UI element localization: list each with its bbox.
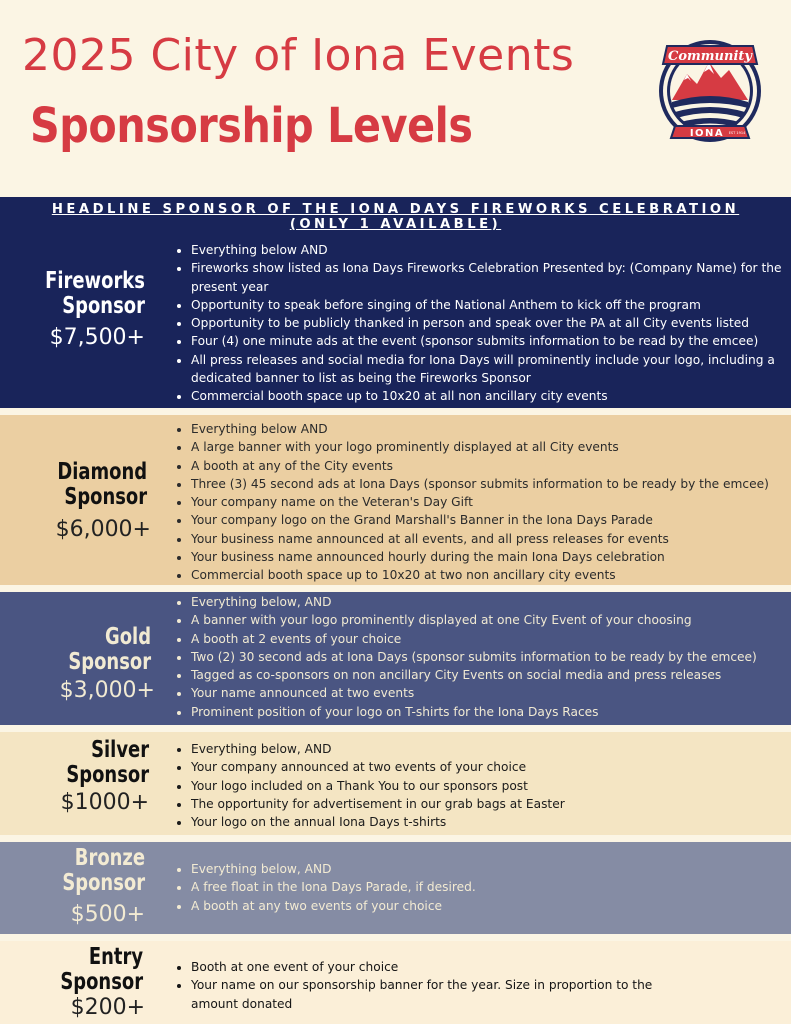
tier-name-line-2: Sponsor	[62, 293, 145, 319]
logo-bottom-text: IONA	[689, 128, 725, 139]
benefit-item: • A booth at any of the City events	[191, 457, 791, 475]
tier-name-line-1: Entry	[88, 944, 143, 970]
tier-name-line-1: Silver	[91, 737, 149, 763]
benefit-item: • Everything below AND	[191, 420, 791, 438]
benefit-item: • Commercial booth space up to 10x20 at two non ancillary city events	[191, 566, 791, 584]
tier-price: $500+	[70, 902, 145, 927]
gold-sponsor-section	[0, 592, 791, 725]
tier-price: $6,000+	[55, 517, 151, 542]
silver-benefit-list	[175, 740, 791, 831]
tier-name-line-2: Sponsor	[66, 762, 149, 788]
tier-name-line-1: Fireworks	[45, 268, 145, 294]
headline-sponsor-banner	[0, 202, 791, 232]
tier-name	[60, 945, 143, 995]
benefit-item: • Your company logo on the Grand Marshall's Banner in the Iona Days Parade	[191, 511, 791, 529]
page-subtitle: Sponsorship Levels	[30, 98, 473, 154]
tier-name	[57, 460, 147, 510]
benefit-item: • Your name on our sponsorship banner for the year. Size in proportion to the amount donated	[191, 976, 671, 1013]
benefit-item: • Two (2) 30 second ads at Iona Days (sponsor submits information to be ready by the emcee)	[191, 648, 791, 666]
diamond-benefit-list	[175, 420, 791, 585]
tier-price: $1000+	[60, 790, 149, 815]
bronze-sponsor-section	[0, 842, 791, 934]
tier-name-line-2: Sponsor	[62, 870, 145, 896]
tier-name-line-2: Sponsor	[68, 649, 151, 675]
entry-benefit-list	[175, 958, 671, 1013]
tier-name-line-1: Gold	[104, 624, 151, 650]
benefit-item: • A booth at 2 events of your choice	[191, 630, 791, 648]
tier-name-line-2: Sponsor	[64, 484, 147, 510]
tier-name-line-2: Sponsor	[60, 969, 143, 995]
benefit-item: • A free float in the Iona Days Parade, if desired.	[191, 878, 791, 896]
page-header	[0, 0, 791, 196]
page-title: 2025 City of Iona Events	[22, 30, 575, 81]
tier-name	[62, 846, 145, 896]
benefit-item: • Booth at one event of your choice	[191, 958, 671, 976]
benefit-item: • Tagged as co-sponsors on non ancillary City Events on social media and press releases	[191, 666, 791, 684]
benefit-item: • Four (4) one minute ads at the event (sponsor submits information to be read by the emcee)	[191, 332, 791, 350]
benefit-item: • Your logo included on a Thank You to our sponsors post	[191, 777, 791, 795]
benefit-item: • Your business name announced hourly during the main Iona Days celebration	[191, 548, 791, 566]
benefit-item: • Everything below, AND	[191, 860, 791, 878]
tier-name	[45, 269, 145, 319]
fireworks-benefit-list	[175, 241, 791, 406]
fireworks-sponsor-section	[0, 197, 791, 408]
headline-line-2: (ONLY 1 AVAILABLE)	[289, 217, 502, 232]
tier-price: $7,500+	[49, 325, 145, 350]
benefit-item: • A large banner with your logo prominently displayed at all City events	[191, 438, 791, 456]
benefit-item: • The opportunity for advertisement in our grab bags at Easter	[191, 795, 791, 813]
benefit-item: • Everything below, AND	[191, 593, 791, 611]
benefit-item: • Your company name on the Veteran's Day Gift	[191, 493, 791, 511]
bronze-benefit-list	[175, 860, 791, 915]
benefit-item: • Prominent position of your logo on T-shirts for the Iona Days Races	[191, 703, 791, 721]
diamond-sponsor-section	[0, 415, 791, 585]
benefit-item: • Opportunity to be publicly thanked in person and speak over the PA at all City events listed	[191, 314, 791, 332]
benefit-item: • A banner with your logo prominently displayed at one City Event of your choosing	[191, 611, 791, 629]
benefit-item: • Your name announced at two events	[191, 684, 791, 702]
benefit-item: • Commercial booth space up to 10x20 at all non ancillary city events	[191, 387, 791, 405]
benefit-item: • Everything below AND	[191, 241, 791, 259]
benefit-item: • All press releases and social media for Iona Days will prominently include your logo, including a dedicated banner to list as being the Fireworks Sponsor	[191, 351, 791, 388]
tier-name-line-1: Bronze	[74, 845, 145, 871]
logo-est-text: EST 1914	[728, 131, 746, 135]
tier-price: $200+	[70, 995, 145, 1020]
benefit-item: • Fireworks show listed as Iona Days Fireworks Celebration Presented by: (Company Name) for the present year	[191, 259, 791, 296]
tier-price: $3,000+	[59, 678, 155, 703]
tier-name	[68, 625, 151, 675]
benefit-item: • Your company announced at two events of your choice	[191, 758, 791, 776]
entry-sponsor-section	[0, 941, 791, 1024]
benefit-item: • Your logo on the annual Iona Days t-shirts	[191, 813, 791, 831]
headline-line-1: HEADLINE SPONSOR OF THE IONA DAYS FIREWORKS CELEBRATION	[51, 202, 740, 217]
benefit-item: • A booth at any two events of your choice	[191, 897, 791, 915]
logo-top-text: Community	[668, 49, 752, 64]
tier-name	[66, 738, 149, 788]
benefit-item: • Your business name announced at all events, and all press releases for events	[191, 530, 791, 548]
benefit-item: • Three (3) 45 second ads at Iona Days (sponsor submits information to be ready by the emcee)	[191, 475, 791, 493]
silver-sponsor-section	[0, 732, 791, 835]
benefit-item: • Everything below, AND	[191, 740, 791, 758]
benefit-item: • Opportunity to speak before singing of the National Anthem to kick off the program	[191, 296, 791, 314]
community-iona-logo	[657, 38, 763, 144]
tier-name-line-1: Diamond	[57, 459, 147, 485]
gold-benefit-list	[175, 593, 791, 721]
